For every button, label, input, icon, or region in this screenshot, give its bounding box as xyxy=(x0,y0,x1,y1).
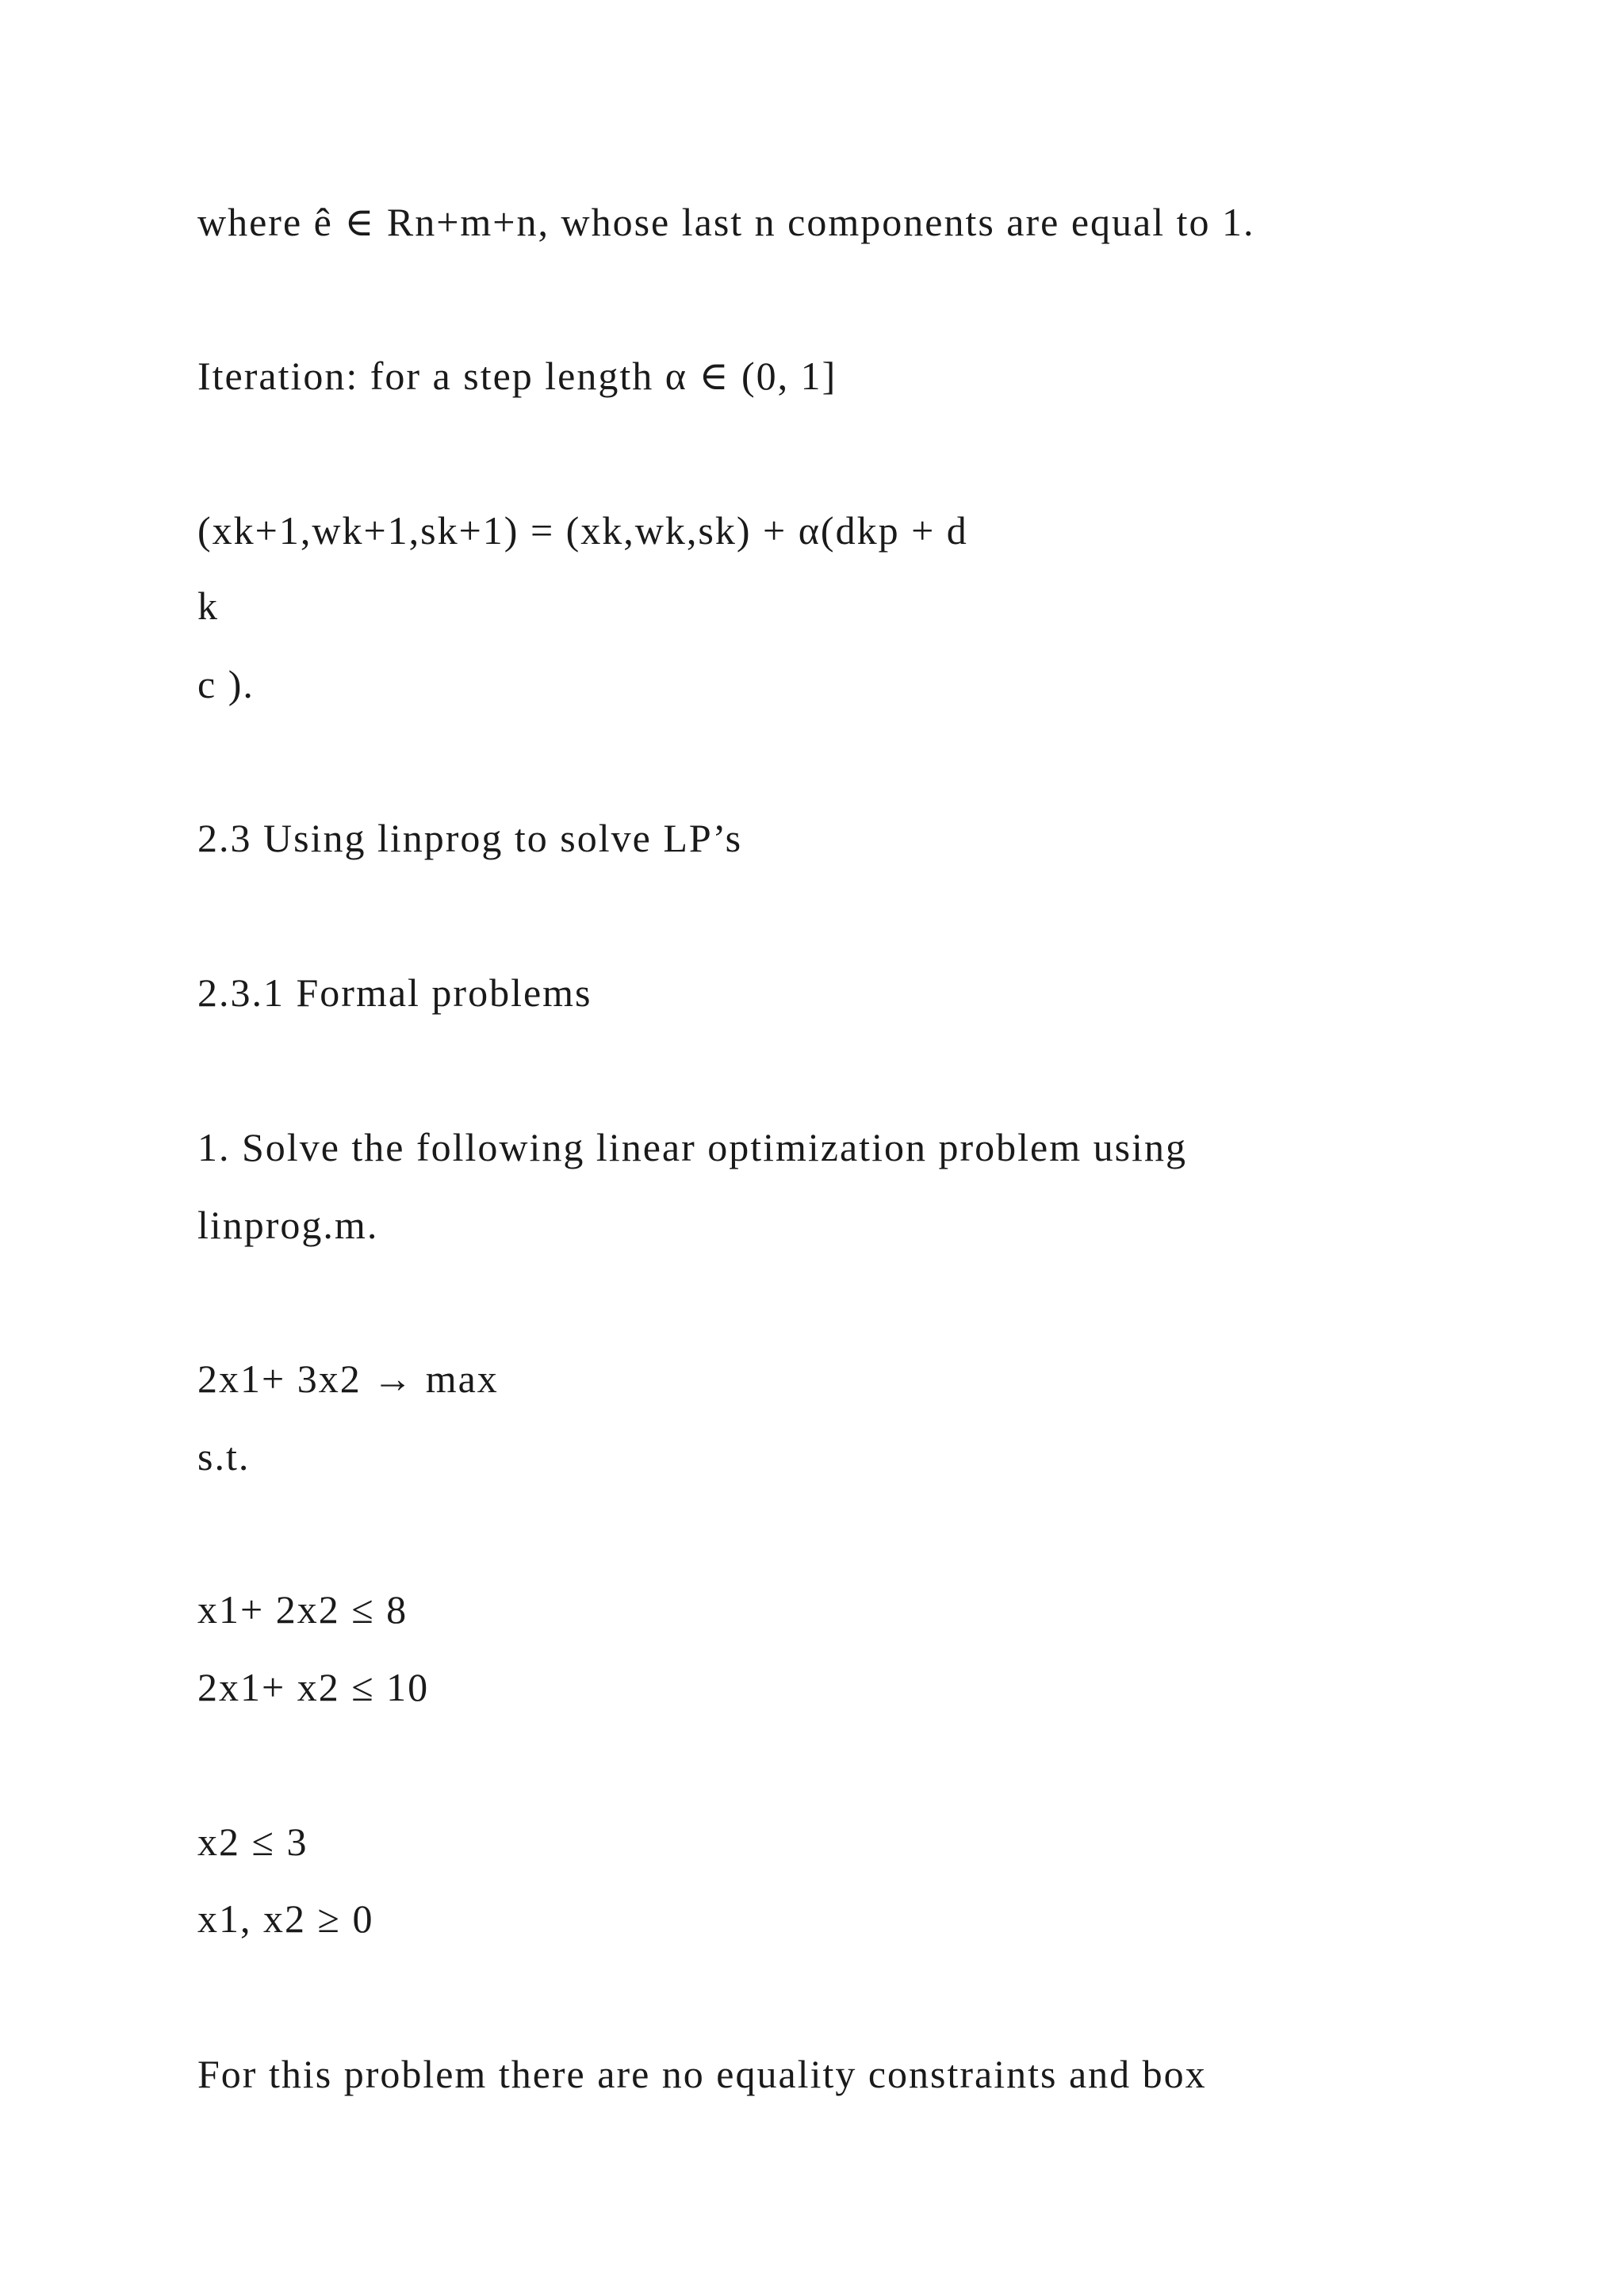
text-line-objective: 2x1+ 3x2 → max xyxy=(197,1357,499,1401)
text-line-constraint-2: 2x1+ x2 ≤ 10 xyxy=(197,1665,430,1709)
text-line-iteration: Iteration: for a step length α ∈ (0, 1] xyxy=(197,354,837,398)
text-line-definition: where ê ∈ Rn+m+n, whose last n components are equal to 1. xyxy=(197,200,1255,244)
text-line-subject-to: s.t. xyxy=(197,1434,251,1479)
text-line-subscript-c: c ). xyxy=(197,662,255,706)
text-line-update-formula: (xk+1,wk+1,sk+1) = (xk,wk,sk) + α(dkp + d xyxy=(197,508,968,553)
text-line-problem-1: 1. Solve the following linear optimization problem using xyxy=(197,1125,1187,1169)
text-line-superscript-k: k xyxy=(197,584,219,628)
section-heading-2-3: 2.3 Using linprog to solve LP’s xyxy=(197,816,743,860)
section-heading-2-3-1: 2.3.1 Formal problems xyxy=(197,970,592,1015)
text-line-closing: For this problem there are no equality constraints and box xyxy=(197,2052,1207,2096)
text-line-linprog: linprog.m. xyxy=(197,1203,379,1247)
text-line-constraint-1: x1+ 2x2 ≤ 8 xyxy=(197,1587,408,1632)
text-line-constraint-3: x2 ≤ 3 xyxy=(197,1820,308,1864)
text-line-nonnegativity: x1, x2 ≥ 0 xyxy=(197,1896,374,1941)
